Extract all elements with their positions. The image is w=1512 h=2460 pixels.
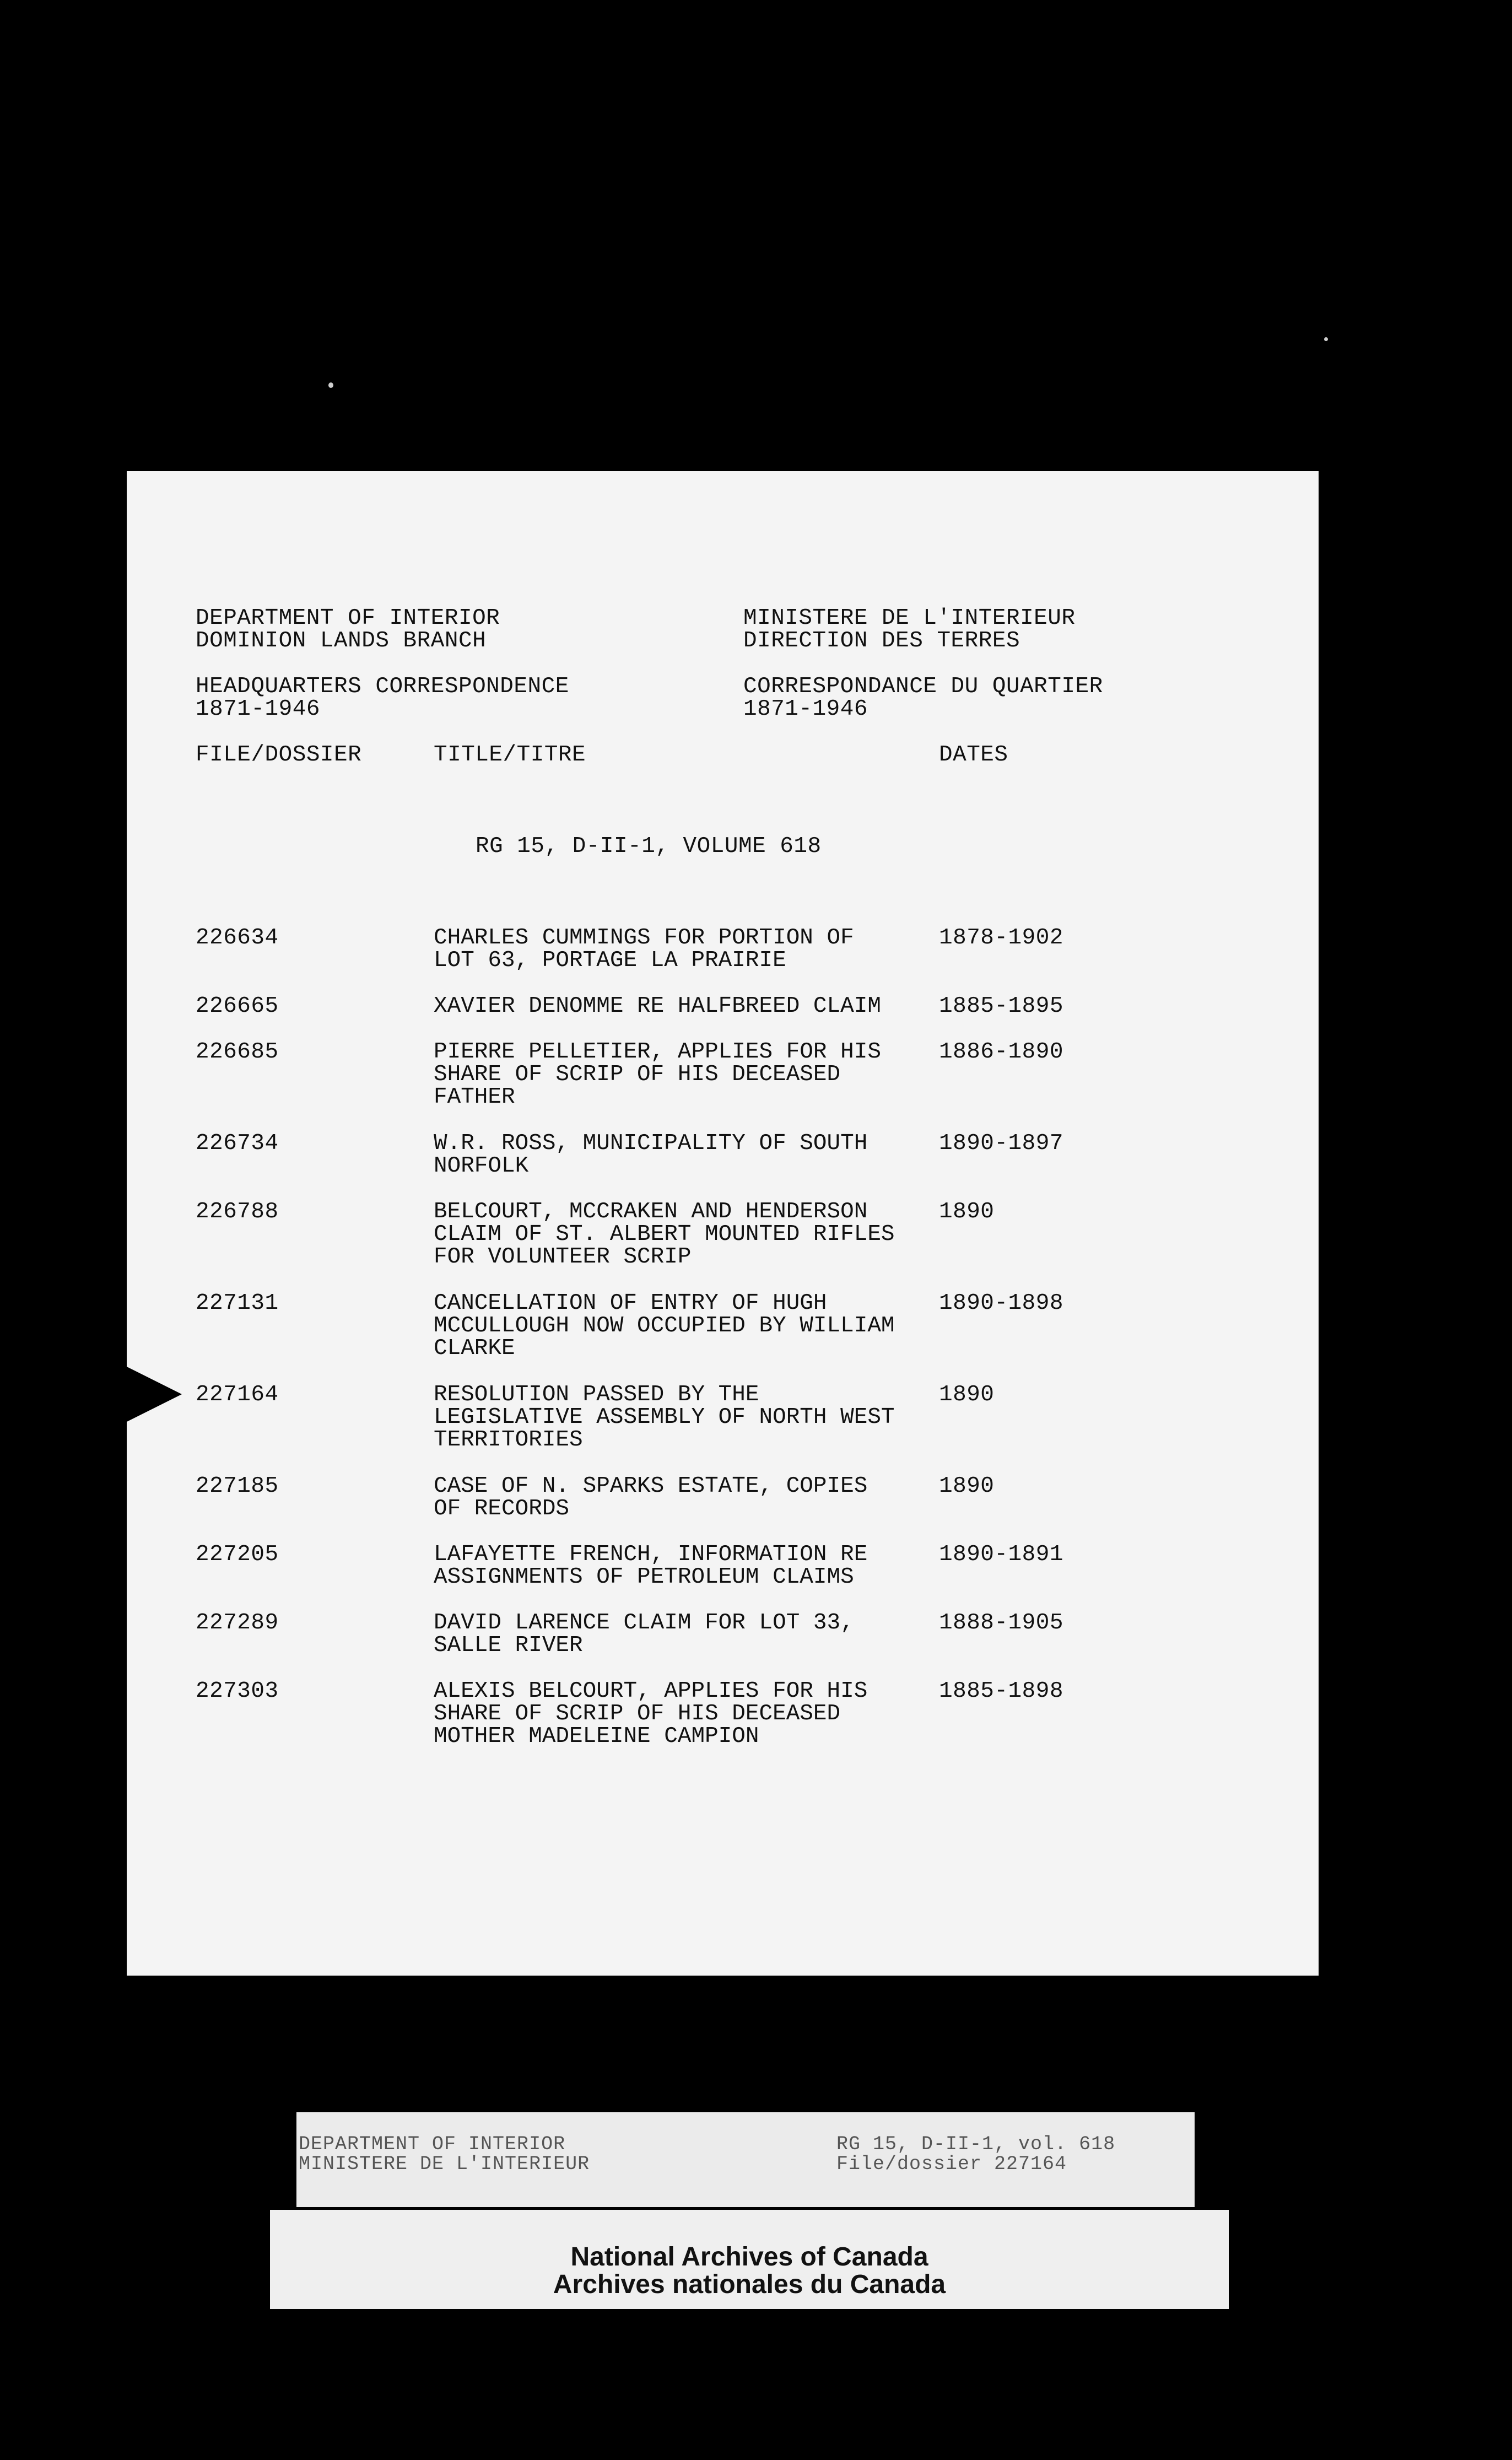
years-en: 1871-1946 <box>196 697 320 722</box>
label-file-ref: File/dossier 227164 <box>836 2153 1067 2175</box>
series-en: HEADQUARTERS CORRESPONDENCE <box>196 674 569 699</box>
file-number: 226788 <box>196 1199 279 1224</box>
file-dates: 1885-1895 <box>939 994 1063 1019</box>
label-dept-fr: MINISTERE DE L'INTERIEUR <box>299 2153 590 2175</box>
file-number: 226734 <box>196 1131 279 1156</box>
stamp-line-fr: Archives nationales du Canada <box>553 2270 946 2299</box>
dept-fr: MINISTERE DE L'INTERIEUR <box>743 606 1076 631</box>
col-header-title: TITLE/TITRE <box>434 742 586 768</box>
reference-label <box>296 2112 1195 2207</box>
file-number: 227185 <box>196 1474 279 1499</box>
file-title: W.R. ROSS, MUNICIPALITY OF SOUTH NORFOLK <box>434 1131 868 1179</box>
file-number: 226634 <box>196 925 279 951</box>
archives-stamp <box>270 2210 1229 2309</box>
file-title: ALEXIS BELCOURT, APPLIES FOR HIS SHARE OF SCRIP OF HIS DECEASED MOTHER MADELEINE CAMPION <box>434 1679 868 1749</box>
file-title: RESOLUTION PASSED BY THE LEGISLATIVE ASSEMBLY OF NORTH WEST TERRITORIES <box>434 1382 895 1453</box>
dust-speck <box>1324 337 1328 341</box>
volume-heading: RG 15, D-II-1, VOLUME 618 <box>476 834 822 859</box>
col-header-file: FILE/DOSSIER <box>196 742 362 768</box>
file-dates: 1886-1890 <box>939 1039 1063 1065</box>
file-pointer-marker <box>127 1367 182 1422</box>
file-title: BELCOURT, MCCRAKEN AND HENDERSON CLAIM OF ST. ALBERT MOUNTED RIFLES FOR VOLUNTEER SCRIP <box>434 1199 895 1270</box>
file-title: LAFAYETTE FRENCH, INFORMATION RE ASSIGNMENTS OF PETROLEUM CLAIMS <box>434 1542 868 1590</box>
file-title: CHARLES CUMMINGS FOR PORTION OF LOT 63, PORTAGE LA PRAIRIE <box>434 925 854 973</box>
file-number: 227303 <box>196 1679 279 1704</box>
stamp-line-en: National Archives of Canada <box>570 2242 928 2272</box>
dust-speck <box>328 382 333 388</box>
file-number: 227131 <box>196 1291 279 1316</box>
file-dates: 1885-1898 <box>939 1679 1063 1704</box>
file-title: CANCELLATION OF ENTRY OF HUGH MCCULLOUGH NOW OCCUPIED BY WILLIAM CLARKE <box>434 1291 895 1361</box>
file-dates: 1890 <box>939 1474 995 1499</box>
file-number: 227289 <box>196 1610 279 1636</box>
file-number: 226685 <box>196 1039 279 1065</box>
branch-fr: DIRECTION DES TERRES <box>743 628 1020 654</box>
file-number: 227164 <box>196 1382 279 1407</box>
years-fr: 1871-1946 <box>743 697 868 722</box>
col-header-dates: DATES <box>939 742 1008 768</box>
series-fr: CORRESPONDANCE DU QUARTIER <box>743 674 1103 699</box>
file-dates: 1890-1897 <box>939 1131 1063 1156</box>
file-title: PIERRE PELLETIER, APPLIES FOR HIS SHARE OF SCRIP OF HIS DECEASED FATHER <box>434 1039 881 1110</box>
dept-en: DEPARTMENT OF INTERIOR <box>196 606 500 631</box>
file-dates: 1890-1898 <box>939 1291 1063 1316</box>
file-number: 226665 <box>196 994 279 1019</box>
file-dates: 1890 <box>939 1382 995 1407</box>
file-dates: 1878-1902 <box>939 925 1063 951</box>
file-number: 227205 <box>196 1542 279 1567</box>
branch-en: DOMINION LANDS BRANCH <box>196 628 487 654</box>
file-title: CASE OF N. SPARKS ESTATE, COPIES OF RECORDS <box>434 1474 868 1522</box>
file-dates: 1890 <box>939 1199 995 1224</box>
label-dept-en: DEPARTMENT OF INTERIOR <box>299 2133 566 2155</box>
file-dates: 1888-1905 <box>939 1610 1063 1636</box>
file-title: DAVID LARENCE CLAIM FOR LOT 33, SALLE RIVER <box>434 1610 854 1658</box>
document-page <box>127 471 1319 1976</box>
file-dates: 1890-1891 <box>939 1542 1063 1567</box>
label-volume-ref: RG 15, D-II-1, vol. 618 <box>836 2133 1116 2155</box>
file-title: XAVIER DENOMME RE HALFBREED CLAIM <box>434 994 881 1019</box>
